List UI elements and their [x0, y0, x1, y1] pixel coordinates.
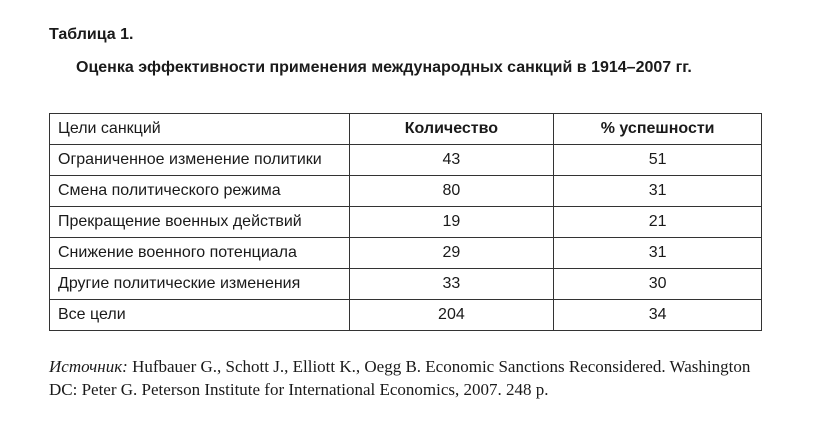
success-cell: 31	[554, 176, 762, 207]
table-label: Таблица 1.	[49, 26, 134, 43]
source-text: Hufbauer G., Schott J., Elliott K., Oegg B. Economic Sanctions Reconsidered. Washington DC: Peter G. Peterson Institute for International Economics, 2007. 248 p.	[49, 357, 751, 399]
goal-cell: Ограниченное изменение политики	[50, 145, 350, 176]
table-row	[50, 145, 762, 176]
goal-cell: Прекращение военных действий	[50, 207, 350, 238]
source-prefix: Источник:	[49, 357, 128, 376]
table-caption: Оценка эффективности применения международных санкций в 1914–2007 гг.	[76, 59, 692, 76]
goal-cell: Смена политического режима	[50, 176, 350, 207]
success-cell: 21	[554, 207, 762, 238]
goal-cell: Другие политические изменения	[50, 269, 350, 300]
goal-cell: Все цели	[50, 300, 350, 331]
success-cell: 31	[554, 238, 762, 269]
table-row	[50, 300, 762, 331]
sanctions-table	[49, 113, 762, 331]
table-row	[50, 176, 762, 207]
table-row	[50, 269, 762, 300]
success-cell: 34	[554, 300, 762, 331]
count-cell: 80	[349, 176, 554, 207]
success-cell: 51	[554, 145, 762, 176]
count-cell: 43	[349, 145, 554, 176]
count-cell: 19	[349, 207, 554, 238]
count-cell: 29	[349, 238, 554, 269]
table-header-row	[50, 114, 762, 145]
count-cell: 33	[349, 269, 554, 300]
success-cell: 30	[554, 269, 762, 300]
table-row	[50, 238, 762, 269]
header-success: % успешности	[554, 114, 762, 145]
goal-cell: Снижение военного потенциала	[50, 238, 350, 269]
source-note	[49, 355, 769, 401]
header-count: Количество	[349, 114, 554, 145]
header-goals: Цели санкций	[50, 114, 350, 145]
count-cell: 204	[349, 300, 554, 331]
table-row	[50, 207, 762, 238]
